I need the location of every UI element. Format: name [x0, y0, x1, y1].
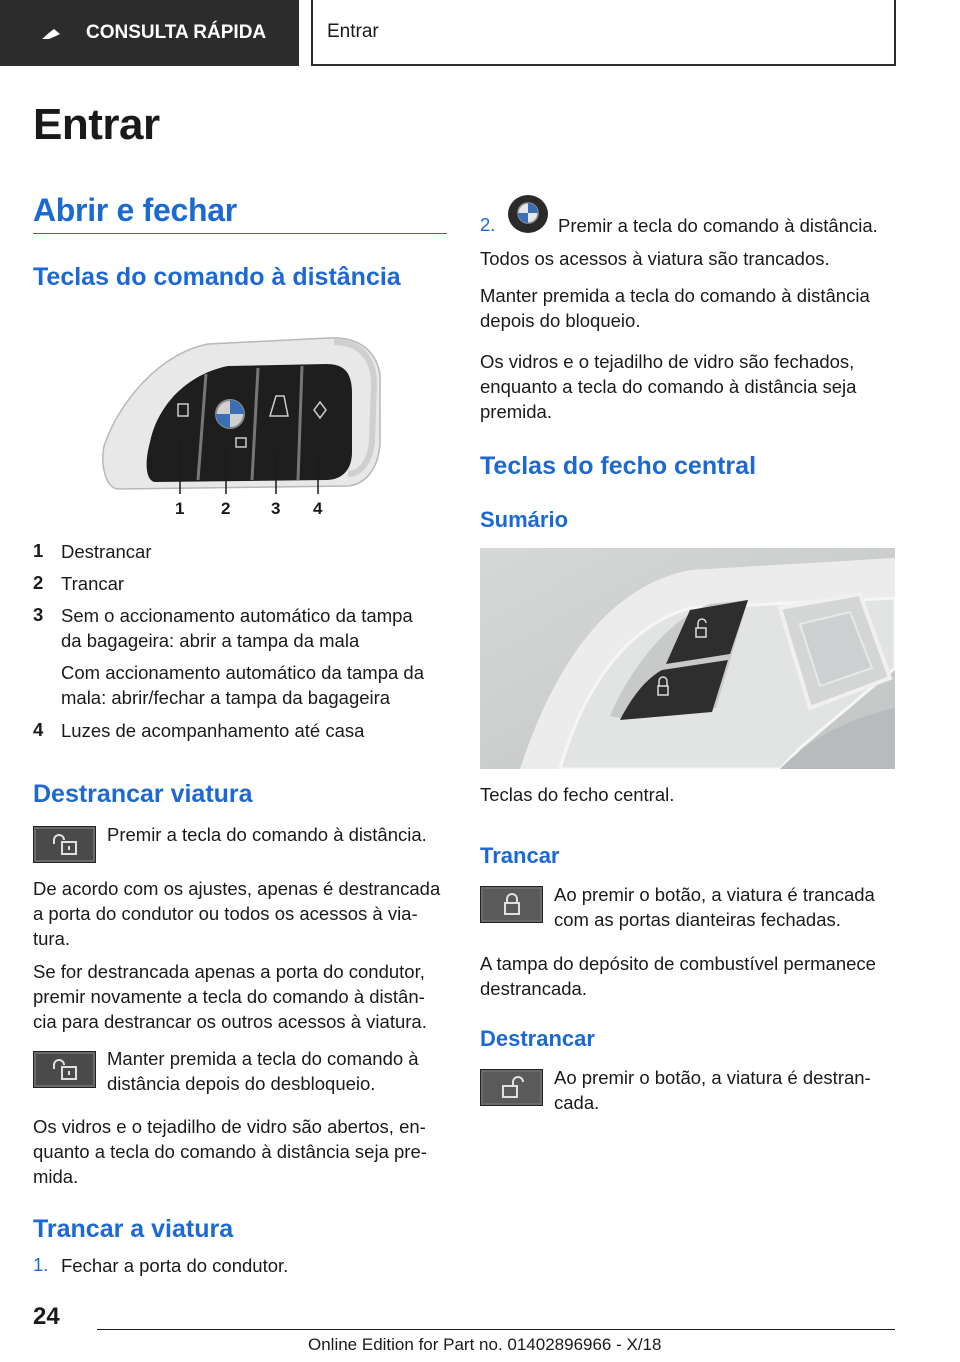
legend-text: Trancar	[61, 573, 125, 594]
central-unlock-button-icon	[480, 1069, 543, 1106]
legend-text: Sem o accionamento automático da tampa	[61, 605, 413, 626]
section-breadcrumb	[311, 0, 896, 66]
unlock-icon	[497, 1076, 527, 1100]
step-number: 1.	[33, 1254, 49, 1275]
remote-keys-heading: Teclas do comando à distância	[33, 263, 401, 291]
section-breadcrumb-label: Entrar	[327, 21, 379, 42]
legend-number: 4	[33, 719, 44, 740]
body-text: quanto a tecla do comando à distância seja pre-	[33, 1141, 427, 1162]
body-text: premida.	[480, 401, 552, 422]
body-text: A tampa do depósito de combustível permanece	[480, 953, 876, 974]
step-text: Premir a tecla do comando à distância.	[558, 215, 878, 236]
lock-vehicle-heading: Trancar a viatura	[33, 1215, 234, 1243]
body-text: Os vidros e o tejadilho de vidro são fechados,	[480, 351, 855, 372]
legend-text: da bagageira: abrir a tampa da mala	[61, 630, 360, 651]
unlock-icon	[48, 834, 82, 856]
legend-text: Destrancar	[61, 541, 152, 562]
callout-2: 2	[221, 499, 231, 518]
body-text: a porta do condutor ou todos os acessos à via-	[33, 903, 418, 924]
remote-unlock-button-icon	[33, 1051, 96, 1088]
step-number: 2.	[480, 214, 496, 235]
lock-text: com as portas dianteiras fechadas.	[554, 909, 841, 930]
section-divider	[33, 233, 447, 234]
lock-heading: Trancar	[480, 843, 560, 868]
page-title: Entrar	[33, 100, 160, 149]
remote-unlock-button-icon	[33, 826, 96, 863]
unlock-hold-text: Manter premida a tecla do comando à	[107, 1048, 419, 1069]
legend-text: Com accionamento automático da tampa da	[61, 662, 425, 683]
central-locking-photo	[480, 548, 895, 769]
callout-1: 1	[175, 499, 185, 518]
callout-3: 3	[271, 499, 281, 518]
legend-text: Luzes de acompanhamento até casa	[61, 720, 365, 741]
step-text: Fechar a porta do condutor.	[61, 1255, 289, 1276]
legend-text: mala: abrir/fechar a tampa da bagageira	[61, 687, 391, 708]
overview-heading: Sumário	[480, 507, 569, 532]
body-text: premir novamente a tecla do comando à distân-	[33, 986, 425, 1007]
unlock-hold-text: distância depois do desbloqueio.	[107, 1073, 376, 1094]
central-locking-heading: Teclas do fecho central	[480, 452, 757, 480]
legend-number: 3	[33, 604, 44, 625]
legend-number: 2	[33, 572, 44, 593]
quick-reference-label: CONSULTA RÁPIDA	[86, 22, 267, 43]
body-text: tura.	[33, 928, 71, 949]
unlock-vehicle-heading: Destrancar viatura	[33, 780, 253, 808]
body-text: De acordo com os ajustes, apenas é destrancada	[33, 878, 441, 899]
footer-edition: Online Edition for Part no. 01402896966 - X/18	[308, 1335, 662, 1354]
body-text: mida.	[33, 1166, 79, 1187]
callout-4: 4	[313, 499, 323, 518]
unlock-text: Ao premir o botão, a viatura é destran-	[554, 1067, 871, 1088]
section-title: Abrir e fechar	[33, 192, 237, 228]
body-text: Se for destrancada apenas a porta do condutor,	[33, 961, 425, 982]
unlock-icon	[48, 1059, 82, 1081]
unlock-instruction: Premir a tecla do comando à distância.	[107, 824, 427, 845]
central-lock-button-icon	[480, 886, 543, 923]
quick-reference-tab[interactable]	[0, 0, 299, 66]
body-text: Manter premida a tecla do comando à distância	[480, 285, 870, 306]
unlock-heading: Destrancar	[480, 1026, 595, 1051]
footer-divider	[97, 1329, 895, 1330]
image-caption: Teclas do fecho central.	[480, 784, 675, 805]
page-number: 24	[33, 1303, 60, 1330]
lock-text: Ao premir o botão, a viatura é trancada	[554, 884, 875, 905]
lock-icon	[497, 893, 527, 917]
legend-number: 1	[33, 540, 44, 561]
body-text: Todos os acessos à viatura são trancados.	[480, 248, 830, 269]
unlock-text: cada.	[554, 1092, 600, 1113]
body-text: depois do bloqueio.	[480, 310, 641, 331]
bmw-key-icon	[507, 194, 549, 234]
pin-icon	[40, 27, 62, 41]
key-fob-illustration	[98, 334, 388, 520]
body-text: enquanto a tecla do comando à distância seja	[480, 376, 857, 397]
body-text: cia para destrancar os outros acessos à viatura.	[33, 1011, 427, 1032]
body-text: destrancada.	[480, 978, 587, 999]
body-text: Os vidros e o tejadilho de vidro são abertos, en-	[33, 1116, 426, 1137]
